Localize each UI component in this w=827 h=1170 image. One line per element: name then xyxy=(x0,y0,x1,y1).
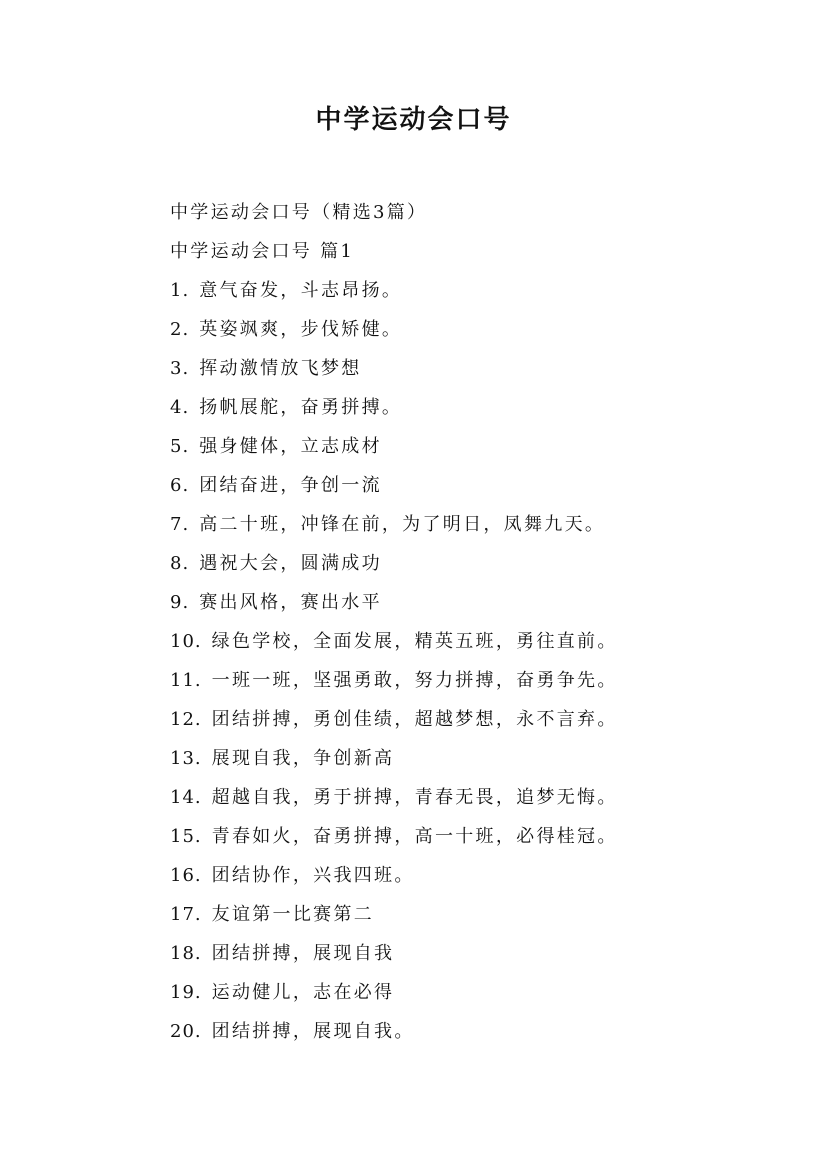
slogan-item xyxy=(170,505,790,544)
slogan-item xyxy=(170,349,790,388)
slogan-text: 意气奋发，斗志昂扬。 xyxy=(199,280,403,301)
slogan-item xyxy=(170,661,790,700)
slogan-item xyxy=(170,895,790,934)
slogan-number: 11. xyxy=(170,670,202,691)
slogan-number: 8. xyxy=(170,553,190,574)
slogan-item xyxy=(170,856,790,895)
slogan-text: 友谊第一比赛第二 xyxy=(211,904,375,925)
intro-line-collection-title: 中学运动会口号（精选3篇） xyxy=(170,202,428,223)
slogan-number: 6. xyxy=(170,475,190,496)
slogan-text: 绿色学校，全面发展，精英五班，勇往直前。 xyxy=(211,631,618,652)
slogan-text: 青春如火，奋勇拼搏，高一十班，必得桂冠。 xyxy=(211,826,618,847)
slogan-number: 1. xyxy=(170,280,190,301)
slogan-number: 5. xyxy=(170,436,190,457)
slogan-list xyxy=(170,271,790,1051)
intro-line-part-heading: 中学运动会口号 篇1 xyxy=(170,241,355,262)
slogan-text: 超越自我，勇于拼搏，青春无畏，追梦无悔。 xyxy=(211,787,618,808)
slogan-text: 团结奋进，争创一流 xyxy=(199,475,382,496)
slogan-text: 团结协作，兴我四班。 xyxy=(211,865,415,886)
slogan-item xyxy=(170,466,790,505)
slogan-text: 英姿飒爽，步伐矫健。 xyxy=(199,319,403,340)
slogan-text: 展现自我，争创新高 xyxy=(211,748,395,769)
slogan-text: 高二十班，冲锋在前，为了明日，凤舞九天。 xyxy=(199,514,606,535)
slogan-item xyxy=(170,700,790,739)
slogan-item xyxy=(170,817,790,856)
slogan-number: 9. xyxy=(170,592,190,613)
slogan-number: 2. xyxy=(170,319,190,340)
slogan-number: 12. xyxy=(170,709,202,730)
slogan-number: 4. xyxy=(170,397,190,418)
slogan-text: 团结拼搏，展现自我。 xyxy=(211,1021,415,1042)
slogan-text: 团结拼搏，展现自我 xyxy=(211,943,395,964)
slogan-item xyxy=(170,739,790,778)
slogan-item xyxy=(170,427,790,466)
slogan-item xyxy=(170,1012,790,1051)
slogan-text: 扬帆展舵，奋勇拼搏。 xyxy=(199,397,403,418)
slogan-number: 7. xyxy=(170,514,190,535)
slogan-text: 强身健体，立志成材 xyxy=(199,436,382,457)
slogan-item xyxy=(170,544,790,583)
slogan-item xyxy=(170,934,790,973)
slogan-number: 13. xyxy=(170,748,202,769)
slogan-number: 18. xyxy=(170,943,202,964)
slogan-number: 3. xyxy=(170,358,190,379)
slogan-text: 遇祝大会，圆满成功 xyxy=(199,553,382,574)
slogan-number: 17. xyxy=(170,904,202,925)
document-body xyxy=(170,193,790,1051)
slogan-number: 10. xyxy=(170,631,202,652)
slogan-text: 挥动激情放飞梦想 xyxy=(199,358,362,379)
slogan-text: 团结拼搏，勇创佳绩，超越梦想，永不言弃。 xyxy=(211,709,618,730)
slogan-number: 16. xyxy=(170,865,202,886)
slogan-number: 20. xyxy=(170,1021,202,1042)
slogan-item xyxy=(170,388,790,427)
slogan-text: 赛出风格，赛出水平 xyxy=(199,592,382,613)
slogan-item xyxy=(170,310,790,349)
slogan-item xyxy=(170,778,790,817)
slogan-text: 一班一班，坚强勇敢，努力拼搏，奋勇争先。 xyxy=(211,670,618,691)
slogan-item xyxy=(170,973,790,1012)
slogan-item xyxy=(170,583,790,622)
slogan-item xyxy=(170,622,790,661)
slogan-item xyxy=(170,271,790,310)
slogan-number: 19. xyxy=(170,982,202,1003)
slogan-number: 15. xyxy=(170,826,202,847)
slogan-text: 运动健儿，志在必得 xyxy=(211,982,395,1003)
slogan-number: 14. xyxy=(170,787,202,808)
document-title: 中学运动会口号 xyxy=(315,105,512,135)
